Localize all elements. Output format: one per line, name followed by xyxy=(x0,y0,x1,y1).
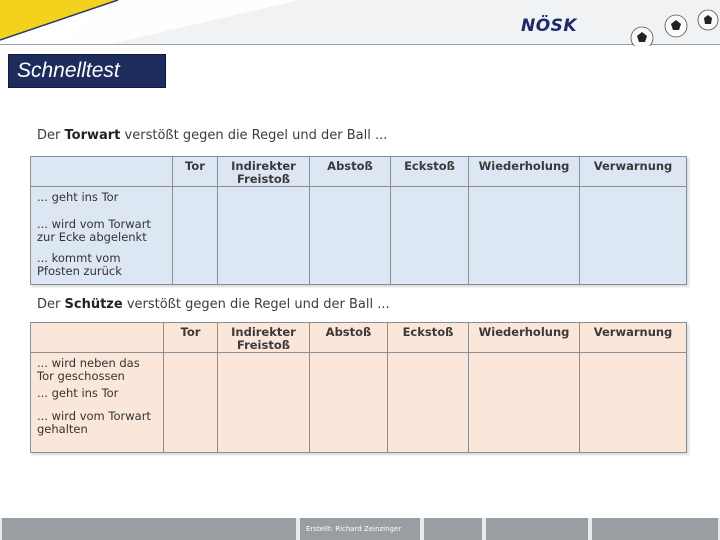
table-corner-cell xyxy=(31,157,173,187)
column-header: Indirekter Freistoß xyxy=(218,323,310,353)
torwart-table xyxy=(30,156,687,285)
slide-title: Schnelltest xyxy=(8,54,166,88)
row-labels-cell xyxy=(31,353,164,453)
table-header-row xyxy=(31,157,687,187)
answer-cell[interactable] xyxy=(310,187,391,285)
row-label: ... wird neben das Tor geschossen xyxy=(37,356,140,383)
header-band xyxy=(0,0,720,46)
footer-bar xyxy=(0,518,720,540)
answer-cell[interactable] xyxy=(310,353,388,453)
answer-cell[interactable] xyxy=(580,187,687,285)
section1-heading: Der Torwart verstößt gegen die Regel und der Ball ... xyxy=(37,128,388,143)
row-label: ... kommt vom Pfosten zurück xyxy=(37,251,122,278)
soccer-balls-logo xyxy=(620,8,720,46)
row-label: ... geht ins Tor xyxy=(37,190,119,204)
table-header-row xyxy=(31,323,687,353)
answer-cell[interactable] xyxy=(218,187,310,285)
column-header: Eckstoß xyxy=(388,323,469,353)
column-header: Wiederholung xyxy=(469,157,580,187)
section2-heading-bold: Schütze xyxy=(64,297,123,312)
column-header: Tor xyxy=(164,323,218,353)
column-header: Verwarnung xyxy=(580,157,687,187)
column-header: Wiederholung xyxy=(469,323,580,353)
brand-logo-text: NÖSK xyxy=(521,16,578,36)
table-corner-cell xyxy=(31,323,164,353)
row-label: ... geht ins Tor xyxy=(37,386,119,400)
column-header: Verwarnung xyxy=(580,323,687,353)
row-labels-cell xyxy=(31,187,173,285)
answer-cell[interactable] xyxy=(173,187,218,285)
footer-cell xyxy=(0,518,298,540)
answer-cell[interactable] xyxy=(580,353,687,453)
column-header: Indirekter Freistoß xyxy=(218,157,310,187)
column-header: Tor xyxy=(173,157,218,187)
footer-cell xyxy=(590,518,720,540)
answer-cell[interactable] xyxy=(391,187,469,285)
answer-cell[interactable] xyxy=(164,353,218,453)
row-label: ... wird vom Torwart zur Ecke abgelenkt xyxy=(37,217,151,244)
footer-cell xyxy=(484,518,590,540)
column-header: Eckstoß xyxy=(391,157,469,187)
header-divider xyxy=(0,44,720,45)
answer-cell[interactable] xyxy=(388,353,469,453)
table-row xyxy=(31,353,687,453)
table-row xyxy=(31,187,687,285)
footer-credit: Erstellt: Richard Zeinzinger xyxy=(298,518,422,540)
section2-heading: Der Schütze verstößt gegen die Regel und der Ball ... xyxy=(37,297,390,312)
answer-cell[interactable] xyxy=(469,187,580,285)
column-header: Abstoß xyxy=(310,323,388,353)
section1-heading-bold: Torwart xyxy=(64,128,121,143)
column-header: Abstoß xyxy=(310,157,391,187)
answer-cell[interactable] xyxy=(469,353,580,453)
answer-cell[interactable] xyxy=(218,353,310,453)
schuetze-table xyxy=(30,322,687,453)
row-label: ... wird vom Torwart gehalten xyxy=(37,409,151,436)
footer-cell xyxy=(422,518,484,540)
